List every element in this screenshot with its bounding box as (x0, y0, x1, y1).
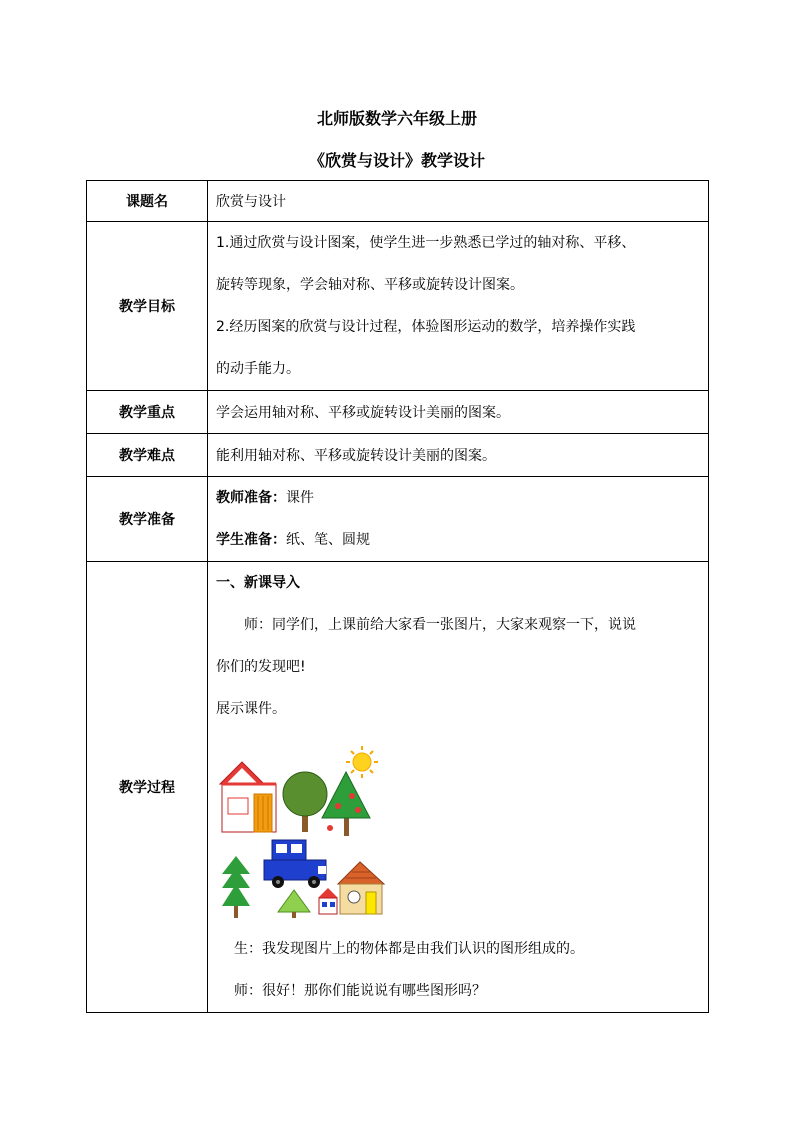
teacher-prep-value: 课件 (286, 490, 314, 506)
difficulty-value: 能利用轴对称、平移或旋转设计美丽的图案。 (208, 434, 709, 477)
process-label: 教学过程 (87, 562, 208, 1013)
teacher-intro-line-cont: 你们的发现吧! (216, 659, 306, 675)
pine-tree-icon (222, 856, 250, 918)
teacher-prep (216, 477, 702, 519)
house-icon (220, 762, 276, 832)
document-title: 北师版数学六年级上册 (316, 109, 477, 128)
topic-value: 欣赏与设计 (208, 181, 709, 222)
row-topic (87, 181, 709, 222)
row-preparation (87, 477, 709, 562)
goals-value (208, 222, 709, 391)
student-prep-value: 纸、笔、圆规 (286, 532, 370, 548)
goal-line: 2.经历图案的欣赏与设计过程，体验图形运动的数学，培养操作实践 (216, 319, 636, 335)
goal-line: 的动手能力。 (216, 361, 300, 377)
row-key-point (87, 391, 709, 434)
goal-line: 1.通过欣赏与设计图案，使学生进一步熟悉已学过的轴对称、平移、 (216, 235, 636, 251)
document-subtitle: 《欣赏与设计》教学设计 (308, 151, 485, 170)
teacher-prep-label: 教师准备： (216, 490, 286, 506)
difficulty-label: 教学难点 (87, 434, 208, 477)
topic-label: 课题名 (87, 181, 208, 222)
student-prep-label: 学生准备： (216, 532, 286, 548)
shapes-illustration (218, 744, 702, 920)
goal-line: 旋转等现象，学会轴对称、平移或旋转设计图案。 (216, 277, 524, 293)
show-courseware: 展示课件。 (216, 701, 286, 717)
shapes-picture (218, 744, 388, 920)
prep-value (208, 477, 709, 562)
row-difficulty (87, 434, 709, 477)
car-icon (264, 840, 326, 888)
apple-tree-icon (322, 772, 370, 836)
round-tree-icon (283, 772, 327, 832)
student-reply: 生：我发现图片上的物体都是由我们认识的图形组成的。 (234, 941, 584, 957)
key-label: 教学重点 (87, 391, 208, 434)
sun-icon (346, 746, 378, 778)
lesson-plan-table (86, 180, 709, 1013)
teacher-intro-line: 师：同学们，上课前给大家看一张图片，大家来观察一下，说说 (244, 617, 636, 633)
goals-label: 教学目标 (87, 222, 208, 391)
student-prep (216, 519, 702, 561)
process-value (208, 562, 709, 1013)
cottage-icon (338, 862, 384, 914)
small-tree-icon (278, 890, 310, 918)
section-heading: 一、新课导入 (216, 575, 300, 591)
row-process (87, 562, 709, 1013)
row-goals (87, 222, 709, 391)
small-house-icon (318, 888, 338, 914)
key-value: 学会运用轴对称、平移或旋转设计美丽的图案。 (208, 391, 709, 434)
teacher-reply: 师：很好！那你们能说说有哪些图形吗？ (234, 983, 486, 999)
prep-label: 教学准备 (87, 477, 208, 562)
